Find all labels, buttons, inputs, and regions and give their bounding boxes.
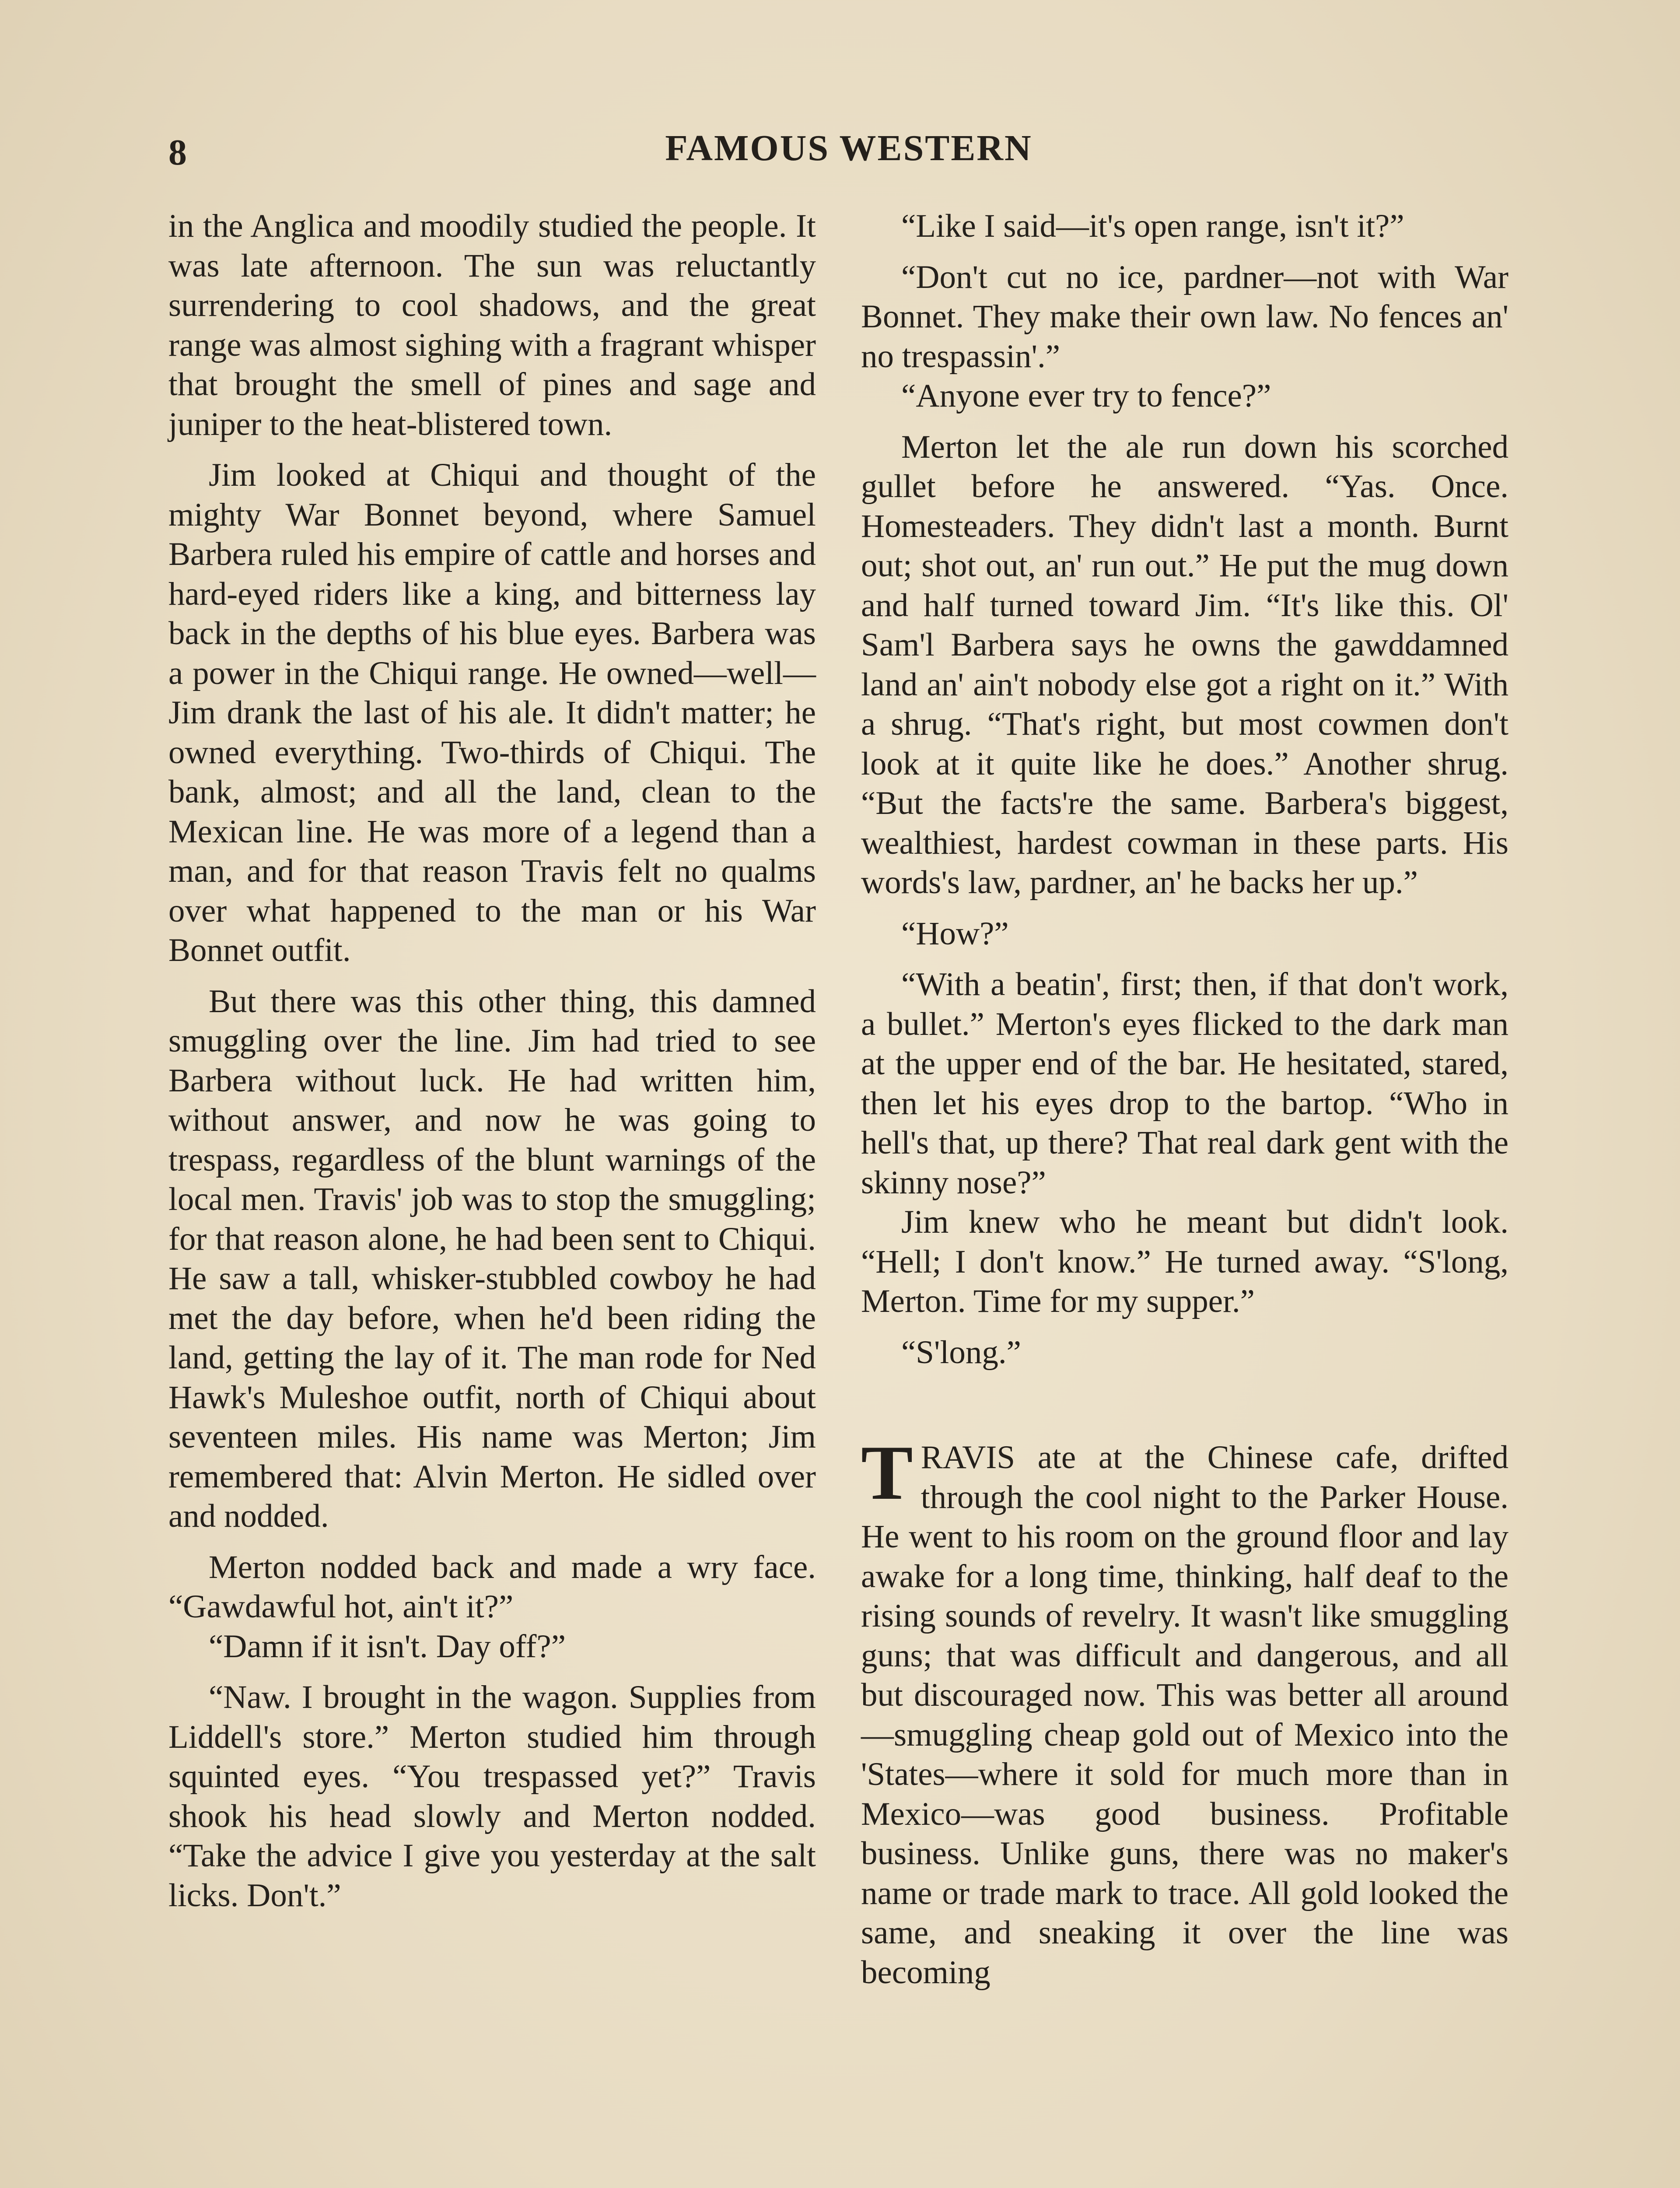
paragraph: in the Anglica and moodily studied the people. It was late afternoon. The sun was reluctantly surrendering to cool shadows, and the great range was almost sighing with a fragrant whisper that brought the smell of pines and sage and juniper to the heat-blistered town.	[168, 208, 816, 442]
right-column	[861, 207, 1508, 1992]
paragraph: “S'long.”	[901, 1334, 1021, 1371]
page-number: 8	[168, 132, 187, 173]
paragraph: Merton nodded back and made a wry face. “Gawdawful hot, ain't it?”	[168, 1549, 816, 1625]
left-column	[168, 207, 816, 1915]
drop-cap: T	[861, 1429, 913, 1516]
paragraph: Jim looked at Chiqui and thought of the mighty War Bonnet beyond, where Samuel Barbera ruled his empire of cattle and horses and hard-eyed riders like a king, and bitterness lay back in the depths of his blue eyes. Barbera was a power in the Chiqui range. He owned—well— Jim drank the last of his ale. It didn't matter; he owned everything. Two-thirds of Chiqui. The bank, almost; and all the land, clean to the Mexican line. He was more of a legend than a man, and for that reason Travis felt no qualms over what happened to the man or his War Bonnet outfit.	[168, 457, 816, 968]
paragraph: “With a beatin', first; then, if that don't work, a bullet.” Merton's eyes flicked to the dark man at the upper end of the bar. He hesitated, stared, then let his eyes drop to the bartop. “Who in hell's that, up there? That real dark gent with the skinny nose?”	[861, 966, 1508, 1201]
paragraph: “Don't cut no ice, pardner—not with War Bonnet. They make their own law. No fences an' no trespassin'.”	[861, 259, 1508, 375]
section-opening-paragraph	[861, 1429, 1508, 1992]
running-title: FAMOUS WESTERN	[665, 128, 1032, 168]
paragraph: Merton let the ale run down his scorched gullet before he answered. “Yas. Once. Homesteaders. They didn't last a month. Burnt out; shot out, an' run out.” He put the mug down and half turned toward Jim. “It's like this. Ol' Sam'l Barbera says he owns the gawddamned land an' ain't nobody else got a right on it.” With a shrug. “That's right, but most cowmen don't look at it quite like he does.” Another shrug. “But the facts're the same. Barbera's biggest, wealthiest, hardest cowman in these parts. His words's law, pardner, an' he backs her up.”	[861, 428, 1508, 901]
page-header	[168, 127, 1529, 175]
paragraph: “Anyone ever try to fence?”	[901, 378, 1271, 414]
paragraph: But there was this other thing, this damned smuggling over the line. Jim had tried to see Barbera without luck. He had written him, without answer, and now he was going to trespass, regardless of the blunt warnings of the local men. Travis' job was to stop the smuggling; for that reason alone, he had been sent to Chiqui. He saw a tall, whisker-stubbled cowboy he had met the day before, when he'd been riding the land, getting the lay of it. The man rode for Ned Hawk's Muleshoe outfit, north of Chiqui about seventeen miles. His name was Merton; Jim remembered that: Alvin Merton. He sidled over and nodded.	[168, 983, 816, 1534]
section-text: RAVIS ate at the Chinese cafe, drifted through the cool night to the Parker House. He went to his room on the ground floor and lay awake for a long time, thinking, half deaf to the rising sounds of revelry. It wasn't like smuggling guns; that was difficult and dangerous, and all but discouraged now. This was better all around—smuggling cheap gold out of Mexico into the 'States—where it sold for much more than in Mexico—was good business. Profitable business. Unlike guns, there was no maker's name or trade mark to trace. All gold looked the same, and sneaking it over the line was becoming	[861, 1439, 1508, 1991]
paragraph: “Like I said—it's open range, isn't it?”	[901, 208, 1404, 244]
paragraph: Jim knew who he meant but didn't look. “Hell; I don't know.” He turned away. “S'long, Merton. Time for my supper.”	[861, 1204, 1508, 1319]
paragraph: “How?”	[901, 915, 1009, 952]
paragraph: “Naw. I brought in the wagon. Supplies from Liddell's store.” Merton studied him through squinted eyes. “You trespassed yet?” Travis shook his head slowly and Merton nodded. “Take the advice I give you yesterday at the salt licks. Don't.”	[168, 1679, 816, 1914]
paragraph: “Damn if it isn't. Day off?”	[209, 1628, 566, 1665]
